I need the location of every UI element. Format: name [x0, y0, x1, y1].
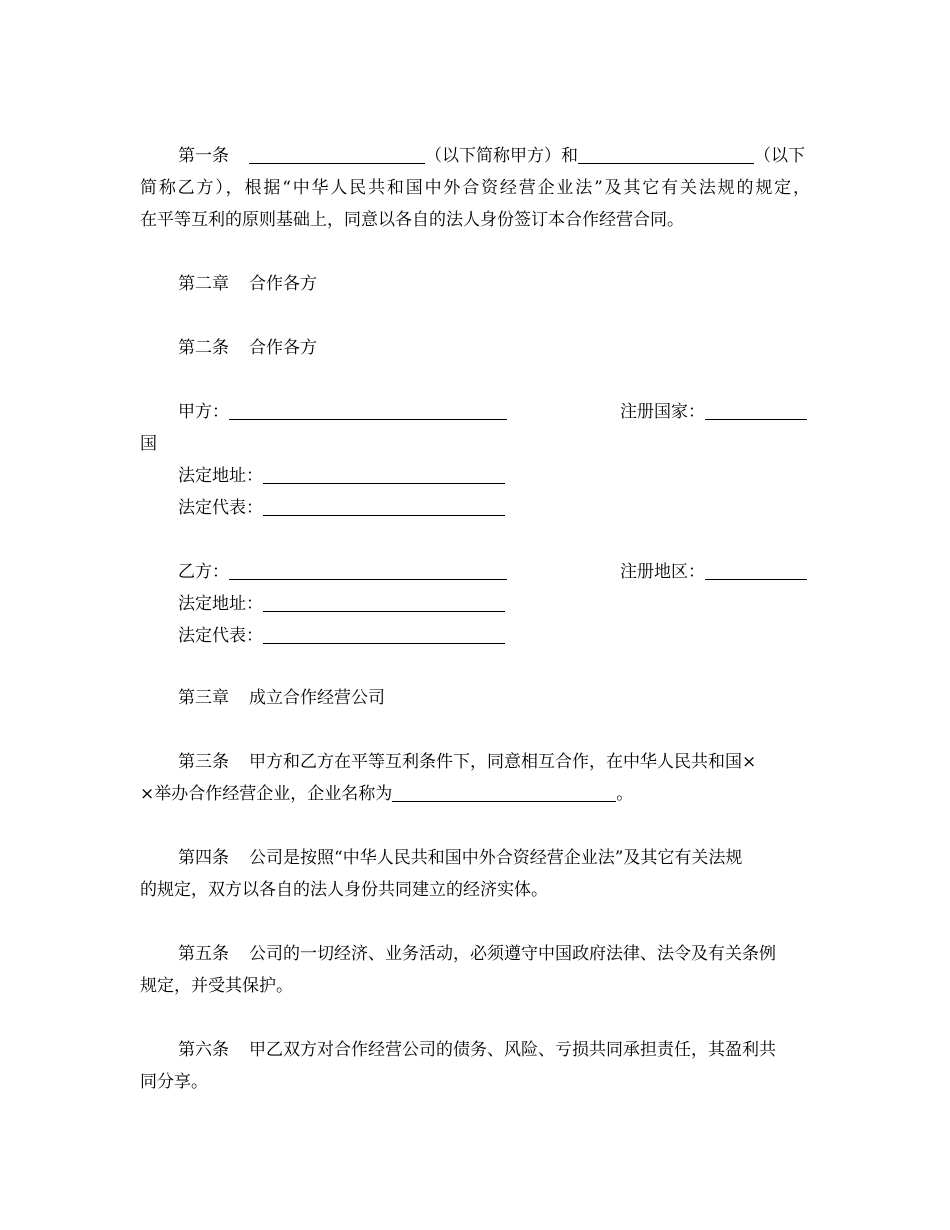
party-a-address-label: 法定地址： — [178, 466, 263, 486]
party-a-country-label: 注册国家： — [620, 402, 705, 422]
party-a-name-label: 甲方： — [178, 402, 229, 422]
party-a-country-suffix: 国 — [140, 434, 157, 454]
article-1-tail-text: （以下 — [754, 146, 805, 166]
party-b-region-field — [620, 556, 807, 588]
chapter-3-label: 第三章 — [178, 688, 229, 708]
article-3-text-end: 。 — [616, 784, 634, 804]
article-3-text-2: ×举办合作经营企业，企业名称为 — [140, 784, 393, 804]
party-a-name-row — [140, 396, 848, 428]
article-5-text-1: 公司的一切经济、业务活动，必须遵守中国政府法律、法令及有关条例 — [249, 944, 776, 964]
article-2-label: 第二条 — [178, 338, 229, 358]
party-b-name-blank — [578, 147, 754, 164]
party-a-rep-row — [140, 492, 848, 524]
article-3-line-2 — [140, 778, 810, 810]
article-4-line-2: 的规定，双方以各自的法人身份共同建立的经济实体。 — [140, 880, 548, 900]
enterprise-name-blank — [392, 785, 616, 802]
article-5-line-2: 规定，并受其保护。 — [140, 976, 293, 996]
chapter-3-title: 成立合作经营公司 — [249, 688, 385, 708]
article-6-text-1: 甲乙双方对合作经营公司的债务、风险、亏损共同承担责任，其盈利共 — [249, 1040, 776, 1060]
party-b-name-row — [140, 556, 848, 588]
article-1-label: 第一条 — [178, 146, 229, 166]
article-2-title: 合作各方 — [249, 338, 317, 358]
party-b-address-blank — [263, 595, 505, 612]
party-a-address-blank — [263, 467, 505, 484]
article-1-line-3: 在平等互利的原则基础上，同意以各自的法人身份签订本合作经营合同。 — [140, 210, 684, 230]
party-a-country-blank — [705, 403, 807, 420]
party-b-name-field — [229, 563, 507, 580]
article-3-label: 第三条 — [178, 752, 229, 772]
party-b-region-blank — [705, 563, 807, 580]
article-3-text-1: 甲方和乙方在平等互利条件下，同意相互合作，在中华人民共和国× — [249, 752, 757, 772]
article-1-mid-text: （以下简称甲方）和 — [425, 146, 578, 166]
article-1-line-1 — [140, 140, 848, 172]
chapter-2-label: 第二章 — [178, 274, 229, 294]
article-3-line-1 — [140, 746, 848, 778]
chapter-2-title: 合作各方 — [249, 274, 317, 294]
article-4-text-1: 公司是按照“中华人民共和国中外合资经营企业法”及其它有关法规 — [249, 848, 743, 868]
party-a-name-field — [229, 403, 507, 420]
party-b-rep-label: 法定代表： — [178, 626, 263, 646]
article-5-line-1 — [140, 938, 848, 970]
chapter-3-heading — [140, 682, 848, 714]
party-b-address-row — [140, 588, 848, 620]
article-6-label: 第六条 — [178, 1040, 229, 1060]
article-6-line-2: 同分享。 — [140, 1072, 208, 1092]
party-a-address-row — [140, 460, 848, 492]
party-b-region-label: 注册地区： — [620, 562, 705, 582]
party-b-rep-blank — [263, 627, 505, 644]
party-a-name-blank — [249, 147, 425, 164]
party-a-rep-label: 法定代表： — [178, 498, 263, 518]
article-5-label: 第五条 — [178, 944, 229, 964]
party-b-name-label: 乙方： — [178, 562, 229, 582]
article-1-line-2: 简称乙方），根据“中华人民共和国中外合资经营企业法”及其它有关法规的规定， — [140, 178, 810, 198]
article-6-line-1 — [140, 1034, 848, 1066]
party-a-country-field — [620, 396, 807, 428]
chapter-2-heading — [140, 268, 848, 300]
party-a-rep-blank — [263, 499, 505, 516]
party-b-address-label: 法定地址： — [178, 594, 263, 614]
article-4-line-1 — [140, 842, 848, 874]
article-4-label: 第四条 — [178, 848, 229, 868]
party-b-rep-row — [140, 620, 848, 652]
article-2-heading — [140, 332, 848, 364]
